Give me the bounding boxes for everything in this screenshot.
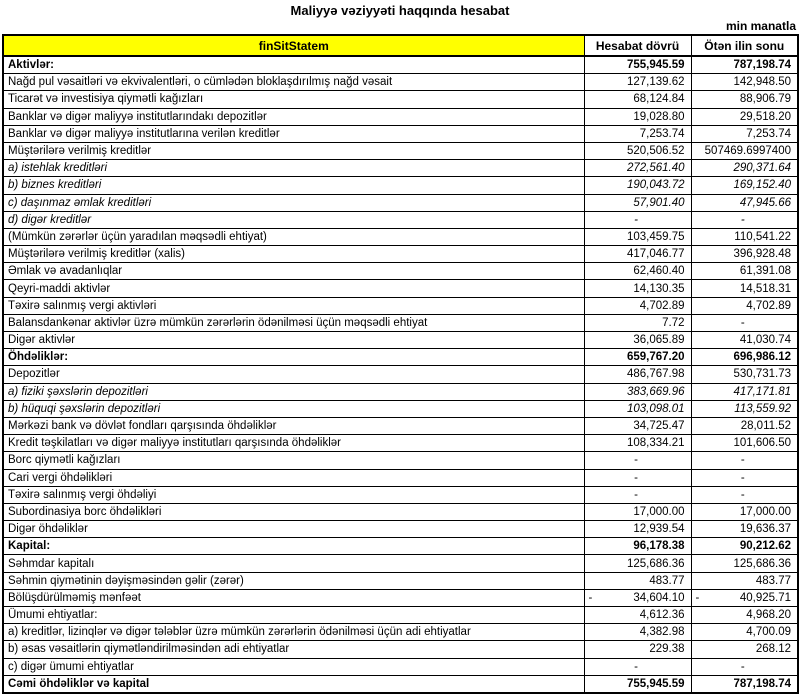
value-current-period: 383,669.96 [584,383,691,400]
row-label: Depozitlər [3,366,584,383]
table-row [3,675,798,693]
table-row [3,486,798,503]
negative-sign: - [695,591,700,604]
row-label: Ümumi ehtiyatlar: [3,607,584,624]
row-label: Nağd pul vəsaitləri və ekvivalentləri, o cümlədən bloklaşdırılmış nağd vəsait [3,74,584,91]
value-current-period: 483.77 [584,572,691,589]
row-label: Cəmi öhdəliklər və kapital [3,675,584,693]
value-current-period: - [584,211,691,228]
value-current-period: 34,725.47 [584,417,691,434]
row-label: Müştərilərə verilmiş kreditlər (xalis) [3,246,584,263]
value-previous-year: 88,906.79 [691,91,798,108]
value-current-period: 19,028.80 [584,108,691,125]
row-label: Mərkəzi bank və dövlət fondları qarşısında öhdəliklər [3,417,584,434]
value-previous-year: 47,945.66 [691,194,798,211]
row-label: Aktivlər: [3,56,584,74]
table-row [3,125,798,142]
table-row [3,383,798,400]
row-label: a) kreditlər, lizinqlər və digər tələblər üzrə mümkün zərərlərin ödənilməsi üçün adi ehtiyatlar [3,624,584,641]
table-row [3,435,798,452]
table-row [3,658,798,675]
table-row [3,246,798,263]
row-label: c) daşınmaz əmlak kreditləri [3,194,584,211]
value-current-period: 103,098.01 [584,400,691,417]
value-previous-year: 110,541.22 [691,228,798,245]
table-row [3,572,798,589]
row-label: Səhmin qiymətinin dəyişməsindən gəlir (zərər) [3,572,584,589]
value-current-period: 108,334.21 [584,435,691,452]
row-label: Banklar və digər maliyyə institutlarındakı depozitlər [3,108,584,125]
table-row [3,332,798,349]
value-previous-year: 483.77 [691,572,798,589]
table-row [3,417,798,434]
value-previous-year: 17,000.00 [691,503,798,520]
value-current-period: 272,561.40 [584,160,691,177]
value-current-period: 755,945.59 [584,675,691,693]
value-previous-year: - [691,469,798,486]
value-previous-year: 396,928.48 [691,246,798,263]
value-current-period: 125,686.36 [584,555,691,572]
row-label: b) əsas vəsaitlərin qiymətləndirilməsindən adi ehtiyatlar [3,641,584,658]
table-row [3,142,798,159]
row-label: Əmlak və avadanlıqlar [3,263,584,280]
row-label: Kapital: [3,538,584,555]
value-previous-year: 4,968.20 [691,607,798,624]
row-label: a) istehlak kreditləri [3,160,584,177]
row-label: c) digər ümumi ehtiyatlar [3,658,584,675]
value-previous-year: 787,198.74 [691,56,798,74]
value-previous-year: - [691,314,798,331]
value-current-period: 190,043.72 [584,177,691,194]
value-current-period: - [584,452,691,469]
table-row [3,56,798,74]
table-row [3,314,798,331]
value-previous-year: 28,011.52 [691,417,798,434]
table-row [3,555,798,572]
value-current-period: 7,253.74 [584,125,691,142]
value-current-period: 4,702.89 [584,297,691,314]
row-label: Öhdəliklər: [3,349,584,366]
table-row [3,624,798,641]
value-previous-year: 696,986.12 [691,349,798,366]
value-previous-year: 29,518.20 [691,108,798,125]
value-previous-year: 41,030.74 [691,332,798,349]
value-current-period: 14,130.35 [584,280,691,297]
value-current-period: - [584,469,691,486]
value-current-period: 103,459.75 [584,228,691,245]
table-row [3,280,798,297]
row-label: Digər aktivlər [3,332,584,349]
page-title: Maliyyə vəziyyəti haqqında hesabat [290,3,510,18]
value-previous-year: 530,731.73 [691,366,798,383]
value-current-period: 127,139.62 [584,74,691,91]
row-label: b) hüquqi şəxslərin depozitləri [3,400,584,417]
header-item-column: finSitStatem [3,35,584,56]
value-current-period: 659,767.20 [584,349,691,366]
value-current-period: - [584,486,691,503]
value-current-period: 486,767.98 [584,366,691,383]
row-label: Digər öhdəliklər [3,521,584,538]
row-label: a) fiziki şəxslərin depozitləri [3,383,584,400]
row-label: Qeyri-maddi aktivlər [3,280,584,297]
row-label: (Mümkün zərərlər üçün yaradılan məqsədli ehtiyat) [3,228,584,245]
table-row [3,160,798,177]
value-current-period: 4,612.36 [584,607,691,624]
value-current-period: 4,382.98 [584,624,691,641]
table-row [3,228,798,245]
value-current-period: 96,178.38 [584,538,691,555]
value-previous-year: 101,606.50 [691,435,798,452]
value-previous-year: 61,391.08 [691,263,798,280]
value-previous-year: 19,636.37 [691,521,798,538]
value-current-period: - 34,604.10 [584,589,691,606]
table-row [3,263,798,280]
value-current-period: 520,506.52 [584,142,691,159]
table-row [3,91,798,108]
table-row [3,521,798,538]
table-body [3,56,798,693]
value-previous-year: 507469.6997400 [691,142,798,159]
table-row [3,108,798,125]
table-row [3,589,798,606]
table-row [3,538,798,555]
table-row [3,452,798,469]
value-previous-year: 125,686.36 [691,555,798,572]
value-previous-year: 417,171.81 [691,383,798,400]
row-label: Cari vergi öhdəlikləri [3,469,584,486]
row-label: Səhmdar kapitalı [3,555,584,572]
value-current-period: 62,460.40 [584,263,691,280]
unit-note: min manatla [725,19,796,33]
value-current-period: 755,945.59 [584,56,691,74]
table-row [3,74,798,91]
row-label: Subordinasiya borc öhdəlikləri [3,503,584,520]
value-previous-year: 290,371.64 [691,160,798,177]
value-current-period: 57,901.40 [584,194,691,211]
value-previous-year: 787,198.74 [691,675,798,693]
table-row [3,469,798,486]
table-row [3,641,798,658]
value-previous-year: - [691,452,798,469]
value-current-period: 36,065.89 [584,332,691,349]
row-label: Borc qiymətli kağızları [3,452,584,469]
value-previous-year: 90,212.62 [691,538,798,555]
value-previous-year: 268.12 [691,641,798,658]
header-previous-year: Ötən ilin sonu [691,35,798,56]
value-previous-year: 7,253.74 [691,125,798,142]
value-current-period: 229.38 [584,641,691,658]
value-current-period: 7.72 [584,314,691,331]
table-row [3,400,798,417]
value-current-period: 68,124.84 [584,91,691,108]
value-previous-year: 14,518.31 [691,280,798,297]
value-previous-year: - [691,486,798,503]
table-header-row [3,35,798,56]
header-current-period: Hesabat dövrü [584,35,691,56]
value-current-period: - [584,658,691,675]
table-row [3,194,798,211]
row-label: Müştərilərə verilmiş kreditlər [3,142,584,159]
value-previous-year: - 40,925.71 [691,589,798,606]
row-label: b) biznes kreditləri [3,177,584,194]
row-label: Bölüşdürülməmiş mənfəət [3,589,584,606]
table-row [3,366,798,383]
value-previous-year: 169,152.40 [691,177,798,194]
row-label: Ticarət və investisiya qiymətli kağızları [3,91,584,108]
table-row [3,177,798,194]
row-label: d) digər kreditlər [3,211,584,228]
row-label: Balansdankənar aktivlər üzrə mümkün zərərlərin ödənilməsi üçün məqsədli ehtiyat [3,314,584,331]
table-row [3,211,798,228]
value-current-period: 17,000.00 [584,503,691,520]
value-previous-year: - [691,211,798,228]
value-current-period: 417,046.77 [584,246,691,263]
value-previous-year: 113,559.92 [691,400,798,417]
value-previous-year: 4,702.89 [691,297,798,314]
row-label: Təxirə salınmış vergi aktivləri [3,297,584,314]
table-row [3,349,798,366]
table-row [3,297,798,314]
value-current-period: 12,939.54 [584,521,691,538]
row-label: Təxirə salınmış vergi öhdəliyi [3,486,584,503]
value-previous-year: 4,700.09 [691,624,798,641]
value-previous-year: 142,948.50 [691,74,798,91]
table-row [3,607,798,624]
row-label: Kredit təşkilatları və digər maliyyə institutları qarşısında öhdəliklər [3,435,584,452]
value-previous-year: - [691,658,798,675]
negative-sign: - [588,591,593,604]
row-label: Banklar və digər maliyyə institutlarına verilən kreditlər [3,125,584,142]
table-row [3,503,798,520]
financial-statement-table [2,34,799,694]
